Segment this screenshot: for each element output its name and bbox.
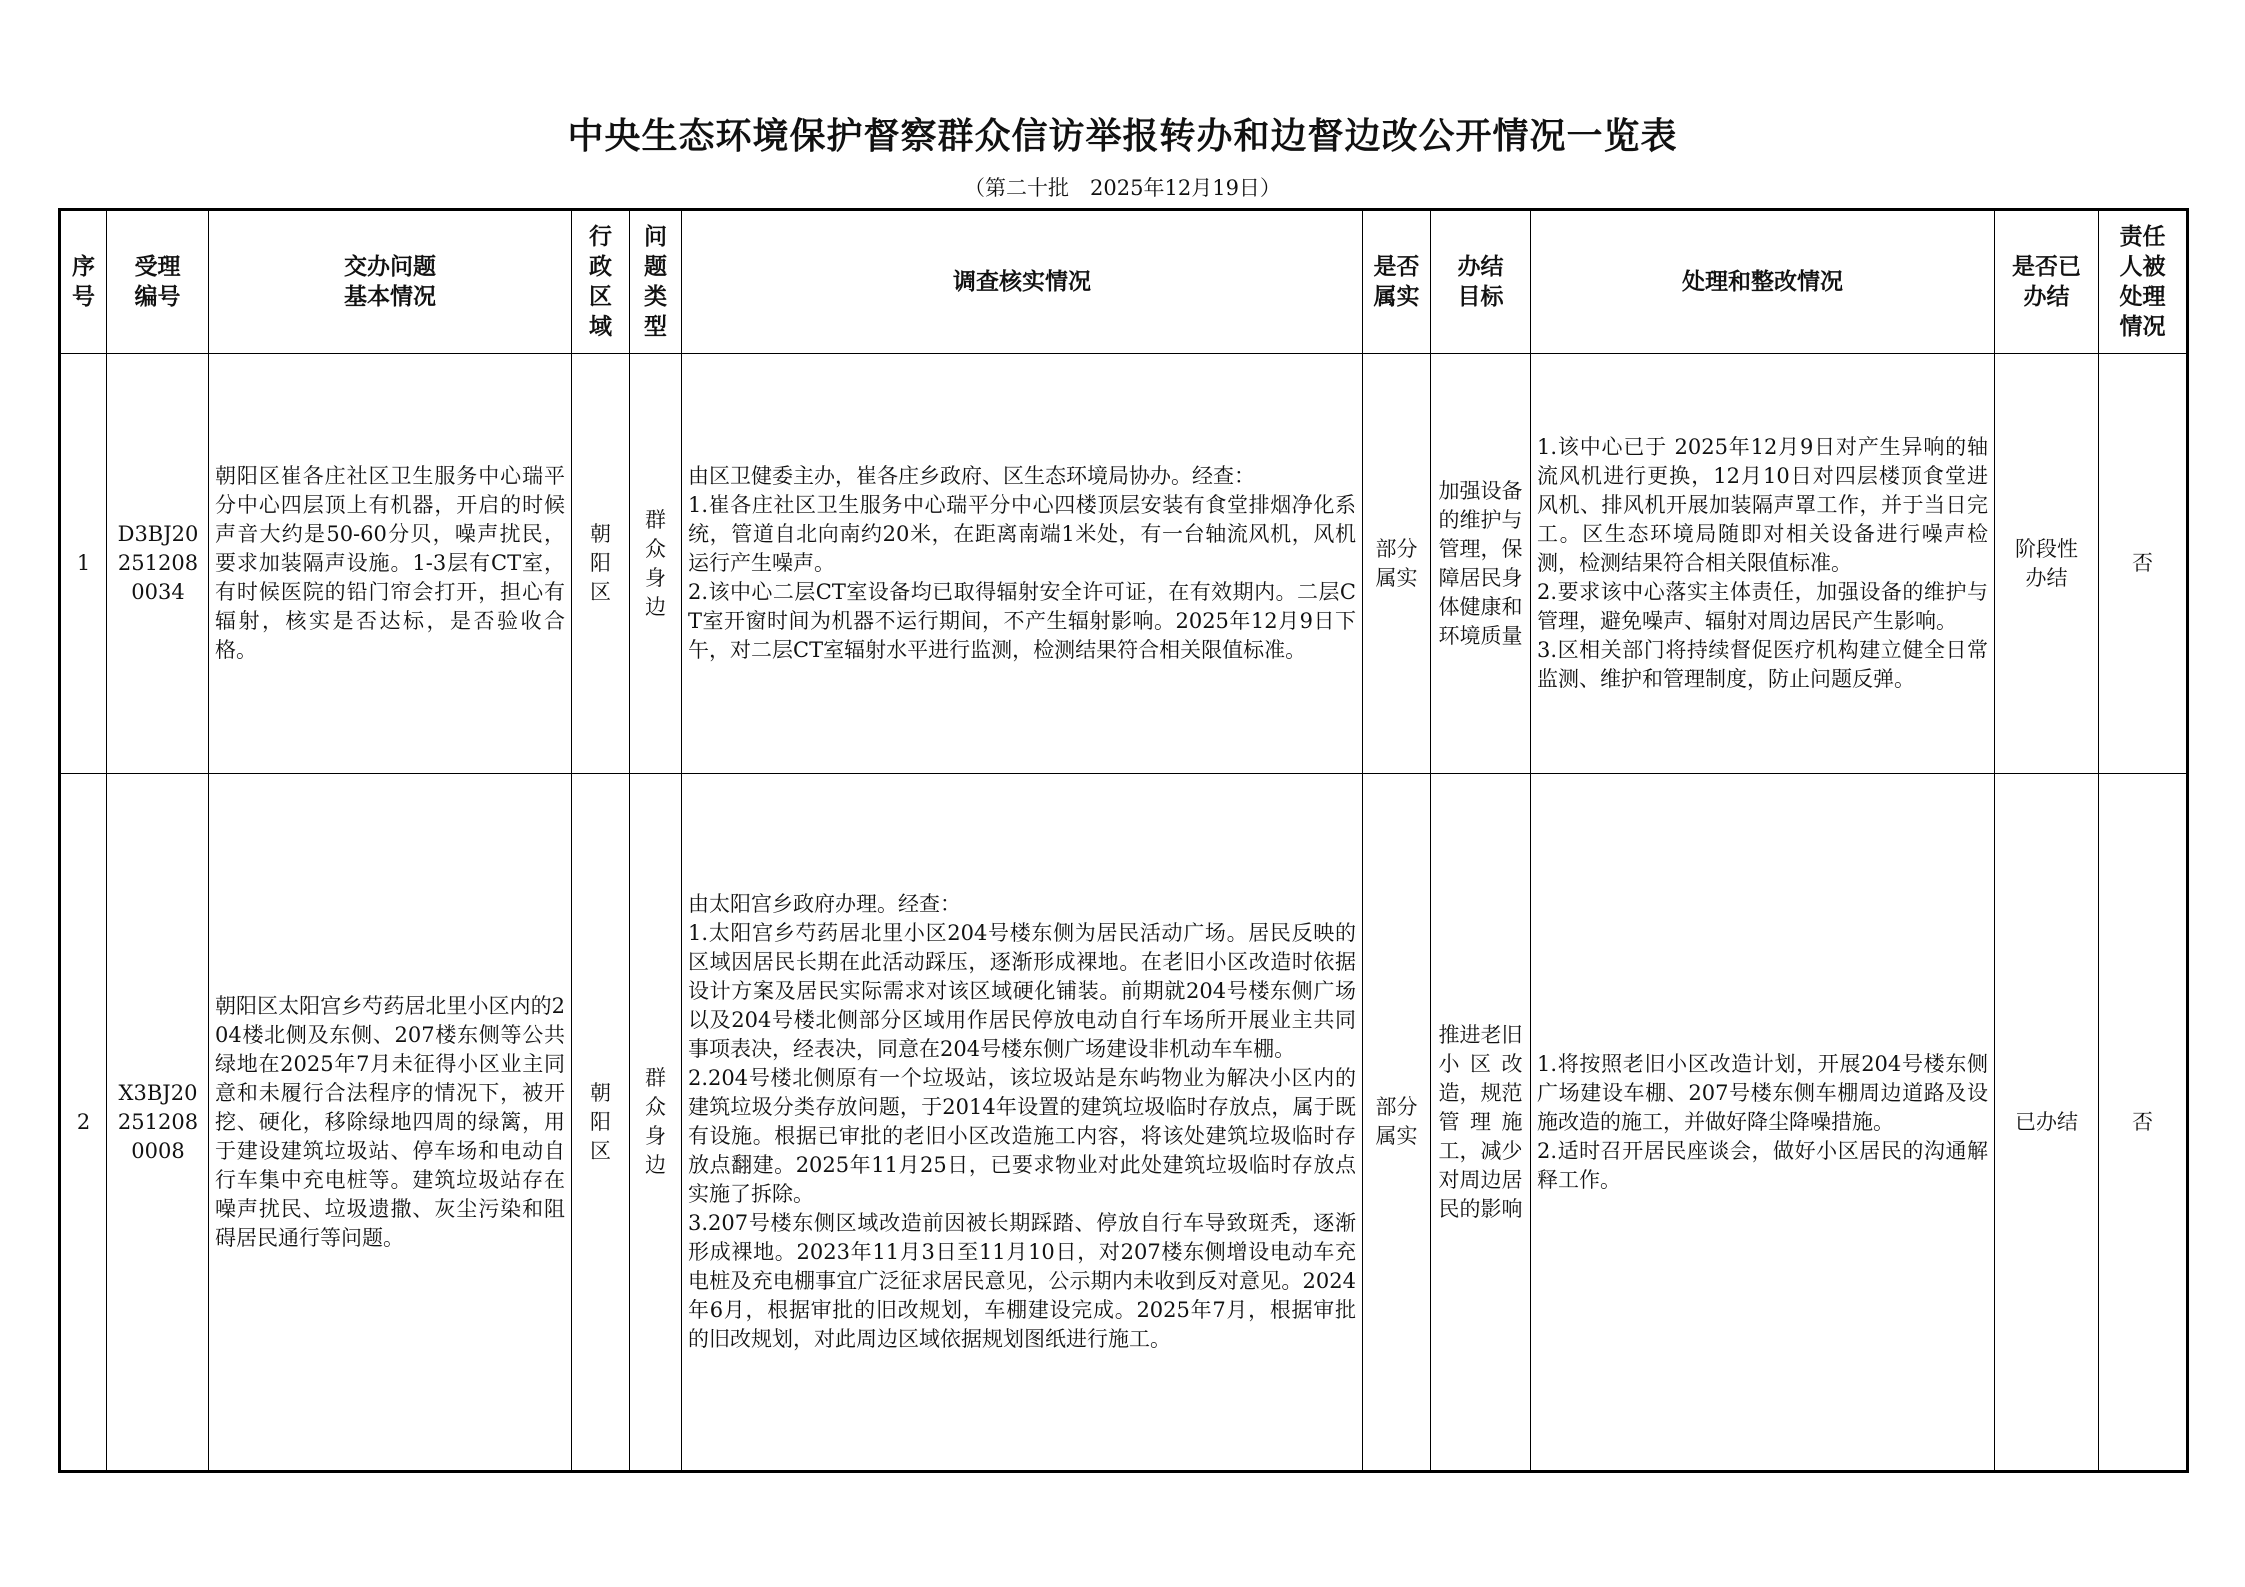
- cell-issue: 朝阳区崔各庄社区卫生服务中心瑞平分中心四层顶上有机器，开启的时候声音大约是50-60分贝，噪声扰民，要求加装隔声设施。1-3层有CT室，有时候医院的铅门帘会打开，担心有辐射，核实是否达标，是否验收合格。: [209, 354, 572, 774]
- cell-district: 朝阳区: [572, 774, 630, 1472]
- cell-goal: 加强设备的维护与管理，保障居民身体健康和环境质量: [1431, 354, 1531, 774]
- cell-type: 群众身边: [630, 354, 682, 774]
- cell-handling: 1.该中心已于 2025年12月9日对产生异响的轴流风机进行更换，12月10日对四层楼顶食堂进风机、排风机开展加装隔声罩工作，并于当日完工。区生态环境局随即对相关设备进行噪声检测，检测结果符合相关限值标准。 2.要求该中心落实主体责任，加强设备的维护与管理，避免噪声、辐射对周边居民产生影响。 3.区相关部门将持续督促医疗机构建立健全日常监测、维护和管理制度，防止问题反弹。: [1531, 354, 1995, 774]
- cell-verified: 部分属实: [1363, 354, 1431, 774]
- header-verified: 是否属实: [1363, 210, 1431, 354]
- header-index: 序号: [60, 210, 107, 354]
- page-title: 中央生态环境保护督察群众信访举报转办和边督边改公开情况一览表: [567, 116, 1678, 157]
- cell-type: 群众身边: [630, 774, 682, 1472]
- header-issue: 交办问题 基本情况: [209, 210, 572, 354]
- cell-accountability: 否: [2099, 774, 2188, 1472]
- header-handling: 处理和整改情况: [1531, 210, 1995, 354]
- report-table: [58, 208, 2189, 1473]
- header-type: 问题类型: [630, 210, 682, 354]
- cell-accountability: 否: [2099, 354, 2188, 774]
- cell-issue: 朝阳区太阳宫乡芍药居北里小区内的204楼北侧及东侧、207楼东侧等公共绿地在2025年7月未征得小区业主同意和未履行合法程序的情况下，被开挖、硬化，移除绿地四周的绿篱，用于建设建筑垃圾站、停车场和电动自行车集中充电桩等。建筑垃圾站存在噪声扰民、垃圾遗撒、灰尘污染和阻碍居民通行等问题。: [209, 774, 572, 1472]
- cell-index: 2: [60, 774, 107, 1472]
- cell-investigation: 由区卫健委主办，崔各庄乡政府、区生态环境局协办。经查： 1.崔各庄社区卫生服务中心瑞平分中心四楼顶层安装有食堂排烟净化系统，管道自北向南约20米，在距离南端1米处，有一台轴流风机，风机运行产生噪声。 2.该中心二层CT室设备均已取得辐射安全许可证，在有效期内。二层CT室开窗时间为机器不运行期间，不产生辐射影响。2025年12月9日下午，对二层CT室辐射水平进行监测，检测结果符合相关限值标准。: [682, 354, 1363, 774]
- cell-verified: 部分属实: [1363, 774, 1431, 1472]
- table-header-row: [60, 210, 2188, 354]
- cell-district: 朝阳区: [572, 354, 630, 774]
- cell-closed: 阶段性办结: [1995, 354, 2099, 774]
- header-closed: 是否已办结: [1995, 210, 2099, 354]
- cell-handling: 1.将按照老旧小区改造计划，开展204号楼东侧广场建设车棚、207号楼东侧车棚周边道路及设施改造的施工，并做好降尘降噪措施。 2.适时召开居民座谈会，做好小区居民的沟通解释工作。: [1531, 774, 1995, 1472]
- header-case-no: 受理编号: [107, 210, 209, 354]
- cell-case-no: D3BJ202512080034: [107, 354, 209, 774]
- table-row: [60, 354, 2188, 774]
- cell-index: 1: [60, 354, 107, 774]
- page-subtitle: （第二十批 2025年12月19日）: [964, 176, 1281, 200]
- cell-case-no: X3BJ202512080008: [107, 774, 209, 1472]
- header-district: 行政区域: [572, 210, 630, 354]
- header-goal: 办结目标: [1431, 210, 1531, 354]
- cell-investigation: 由太阳宫乡政府办理。经查： 1.太阳宫乡芍药居北里小区204号楼东侧为居民活动广场。居民反映的区域因居民长期在此活动踩压，逐渐形成裸地。在老旧小区改造时依据设计方案及居民实际需求对该区域硬化铺装。前期就204号楼东侧广场以及204号楼北侧部分区域用作居民停放电动自行车场所开展业主共同事项表决，经表决，同意在204号楼东侧广场建设非机动车车棚。 2.204号楼北侧原有一个垃圾站，该垃圾站是东屿物业为解决小区内的建筑垃圾分类存放问题，于2014年设置的建筑垃圾临时存放点，属于既有设施。根据已审批的老旧小区改造施工内容，将该处建筑垃圾临时存放点翻建。2025年11月25日，已要求物业对此处建筑垃圾临时存放点实施了拆除。 3.207号楼东侧区域改造前因被长期踩踏、停放自行车导致斑秃，逐渐形成裸地。2023年11月3日至11月10日，对207楼东侧增设电动车充电桩及充电棚事宜广泛征求居民意见，公示期内未收到反对意见。2024年6月，根据审批的旧改规划，车棚建设完成。2025年7月，根据审批的旧改规划，对此周边区域依据规划图纸进行施工。: [682, 774, 1363, 1472]
- table-row: [60, 774, 2188, 1472]
- cell-goal: 推进老旧小区改造，规范管理施工，减少对周边居民的影响: [1431, 774, 1531, 1472]
- header-accountability: 责任人被处理情况: [2099, 210, 2188, 354]
- cell-closed: 已办结: [1995, 774, 2099, 1472]
- header-investigation: 调查核实情况: [682, 210, 1363, 354]
